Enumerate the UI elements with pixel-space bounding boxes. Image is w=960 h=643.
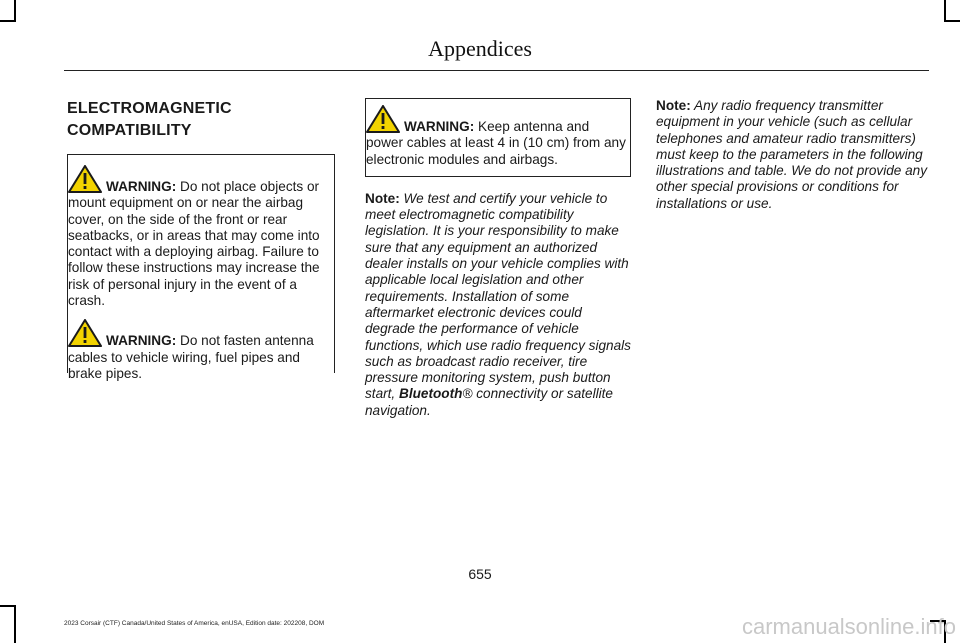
warning-triangle-icon bbox=[68, 165, 102, 193]
note-text: ® connectivity or satellite navigation. bbox=[365, 386, 613, 418]
page-number: 655 bbox=[468, 566, 492, 582]
warning-text: Keep antenna and power cables at least 4 in (10 cm) from any electronic modules and airbags. bbox=[366, 119, 626, 167]
crop-mark bbox=[944, 0, 946, 22]
note-paragraph bbox=[365, 191, 631, 419]
crop-mark bbox=[14, 605, 16, 643]
header-rule bbox=[64, 70, 929, 71]
page-header-title: Appendices bbox=[428, 36, 532, 61]
crop-mark bbox=[0, 605, 16, 607]
watermark: carmanualsonline.info bbox=[741, 614, 956, 639]
note-paragraph bbox=[656, 98, 930, 212]
warning-box bbox=[365, 98, 631, 177]
warning-text: Do not place objects or mount equipment on or near the airbag cover, on the side of the front or rear seatbacks, or in areas that may come into contact with a deploying airbag. Failure to follow these instructions may increase the risk of personal injury in the event of a crash. bbox=[68, 179, 320, 309]
warning-label: WARNING: bbox=[106, 333, 177, 349]
note-text: Any radio frequency transmitter equipment in your vehicle (such as cellular telephones and amateur radio transmitters) must keep to the parameters in the following illustrations and table. We do not provide any other special provisions or conditions for installations or use. bbox=[656, 98, 928, 211]
section-title: ELECTROMAGNETIC COMPATIBILITY bbox=[67, 100, 232, 139]
footer-edition-text: 2023 Corsair (CTF) Canada/United States of America, enUSA, Edition date: 202208, DOM bbox=[64, 620, 325, 627]
warning-label: WARNING: bbox=[106, 179, 177, 194]
warning-item bbox=[366, 105, 628, 168]
crop-mark bbox=[944, 20, 960, 22]
column-middle bbox=[365, 98, 631, 419]
note-text: We test and certify your vehicle to meet electromagnetic compatibility legislation. It is your responsibility to make sure that any equipment an authorized dealer installs on your vehicle complies with applicable local legislation and other requirements. Installation of some aftermarket electronic devices could degrade the performance of vehicle functions, which use radio frequency signals such as broadcast radio receiver, tire pressure monitoring system, push button start, bbox=[365, 190, 631, 402]
note-label: Note: bbox=[365, 190, 400, 206]
note-emphasis: Bluetooth bbox=[399, 386, 463, 402]
warning-triangle-icon bbox=[366, 105, 400, 133]
warning-triangle-icon bbox=[68, 319, 102, 347]
warning-item bbox=[68, 319, 332, 382]
note-label: Note: bbox=[656, 98, 691, 113]
warning-item bbox=[68, 165, 332, 309]
crop-mark bbox=[14, 0, 16, 22]
column-left bbox=[67, 98, 335, 381]
column-right bbox=[656, 98, 930, 212]
warning-text: Do not fasten antenna cables to vehicle wiring, fuel pipes and brake pipes. bbox=[68, 333, 314, 381]
warning-box bbox=[67, 154, 335, 381]
crop-mark bbox=[0, 20, 16, 22]
warning-label: WARNING: bbox=[404, 119, 475, 134]
